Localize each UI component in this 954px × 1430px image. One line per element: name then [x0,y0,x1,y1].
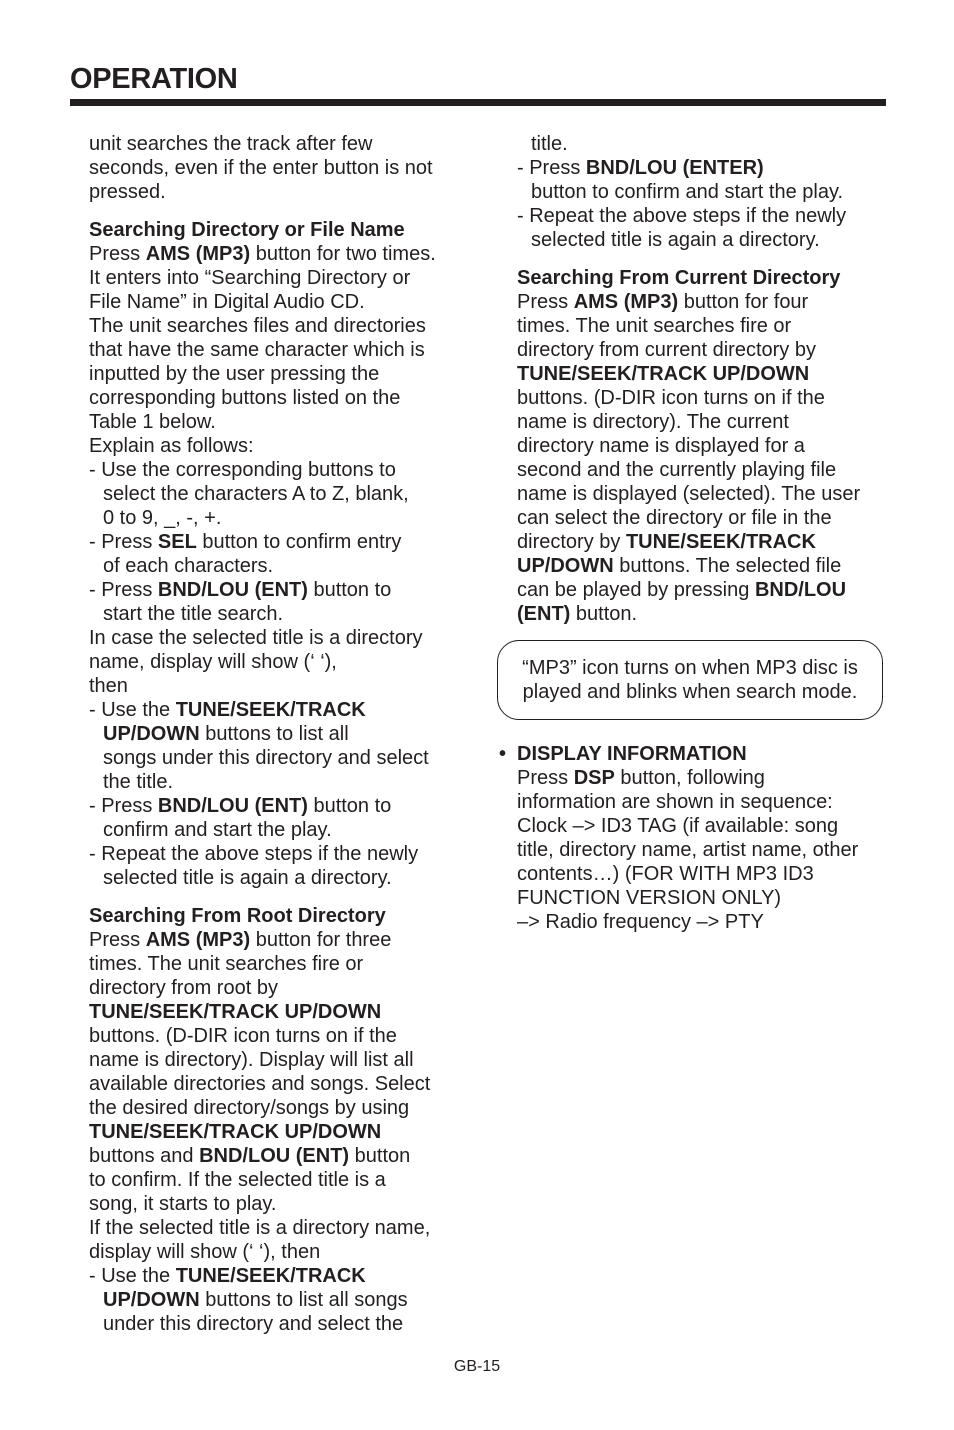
bold-text: Searching Directory or File Name [89,219,405,241]
text-line [517,554,897,578]
text-run: - Use the corresponding buttons to [89,459,396,481]
text-line [89,1216,469,1240]
text-line [517,410,897,434]
text-line [89,1264,469,1288]
text-line [89,650,469,674]
text-run: Clock –> ID3 TAG (if available: song [517,815,839,837]
text-line [517,132,897,156]
text-run: buttons. (D-DIR icon turns on if the [89,1025,397,1047]
text-line [89,904,469,928]
text-line [89,626,469,650]
text-run: button for three [250,929,392,951]
text-line [517,290,897,314]
text-run: - Press [517,157,586,179]
text-line [89,1168,469,1192]
text-run: can select the directory or file in the [517,507,832,529]
text-run: song, it starts to play. [89,1193,277,1215]
display-information-section [517,742,897,934]
text-line [517,530,897,554]
text-line [517,790,897,814]
text-line [89,180,469,204]
text-run: pressed. [89,181,166,203]
bold-text: UP/DOWN [517,555,614,577]
text-line [517,156,897,180]
text-line [517,910,897,934]
text-run: start the title search. [103,603,284,625]
text-run: the desired directory/songs by using [89,1097,410,1119]
paragraph-gap [517,252,897,266]
bold-text: UP/DOWN [103,723,200,745]
text-line [517,314,897,338]
text-line [89,770,469,794]
text-line [89,842,469,866]
text-run: then [89,675,128,697]
text-line [517,506,897,530]
text-run: button to confirm and start the play. [531,181,844,203]
text-run: information are shown in sequence: [517,791,833,813]
text-run: - Repeat the above steps if the newly [89,843,419,865]
text-line [89,1288,469,1312]
bold-text: BND/LOU (ENT) [157,795,308,817]
text-run: button. [570,603,638,625]
text-run: button to confirm entry [196,531,402,553]
bold-text: TUNE/SEEK/TRACK [175,1265,366,1287]
bold-text: SEL [157,531,197,553]
bold-text: AMS (MP3) [145,243,251,265]
text-run: directory by [517,531,626,553]
text-line [89,1240,469,1264]
text-line [89,482,469,506]
text-run: Press [517,291,574,313]
text-run: - Press [89,795,158,817]
text-line [89,1048,469,1072]
text-line [517,578,897,602]
text-run: button for two times. [250,243,436,265]
bullet-icon: • [499,743,507,765]
bold-text: Searching From Current Directory [517,267,841,289]
text-line [89,132,469,156]
bold-text: BND/LOU (ENT) [157,579,308,601]
text-run: directory from root by [89,977,278,999]
text-line [89,410,469,434]
text-run: the title. [103,771,174,793]
text-run: –> Radio frequency –> PTY [517,911,764,933]
text-run: buttons. (D-DIR icon turns on if the [517,387,825,409]
text-run: selected title is again a directory. [103,867,392,889]
text-line [89,554,469,578]
text-run: times. The unit searches fire or [517,315,792,337]
text-line [89,674,469,698]
text-run: buttons to list all [199,723,349,745]
text-line [89,218,469,242]
text-run: Table 1 below. [89,411,216,433]
text-line [89,1072,469,1096]
text-line [517,386,897,410]
text-run: unit searches the track after few [89,133,373,155]
text-run: title. [531,133,568,155]
text-line [89,266,469,290]
text-line [89,314,469,338]
text-line [517,338,897,362]
text-run: The unit searches files and directories [89,315,426,337]
bold-text: BND/LOU [754,579,847,601]
text-run: Press [89,243,146,265]
text-line [89,1000,469,1024]
text-run: select the characters A to Z, blank, [103,483,409,505]
text-run: seconds, even if the enter button is not [89,157,433,179]
text-run: buttons to list all songs [199,1289,408,1311]
text-run: Press [89,929,146,951]
bold-text: Searching From Root Directory [89,905,386,927]
text-line [89,290,469,314]
text-line [89,794,469,818]
text-run: - Press [89,579,158,601]
text-line [89,578,469,602]
bold-text: TUNE/SEEK/TRACK UP/DOWN [89,1121,382,1143]
text-line [517,742,897,766]
text-line [89,746,469,770]
bold-text: TUNE/SEEK/TRACK UP/DOWN [517,363,810,385]
bold-text: UP/DOWN [103,1289,200,1311]
text-line [89,1192,469,1216]
text-line [517,886,897,910]
bold-text: (ENT) [517,603,571,625]
text-line [89,1144,469,1168]
text-run: can be played by pressing [517,579,755,601]
text-line [517,180,897,204]
text-run: that have the same character which is [89,339,425,361]
text-line [89,1024,469,1048]
text-line [517,814,897,838]
text-run: of each characters. [103,555,274,577]
text-run: button [349,1145,411,1167]
text-line [517,838,897,862]
text-run: to confirm. If the selected title is a [89,1169,386,1191]
page-header [70,62,886,96]
bold-text: BND/LOU (ENTER) [585,157,764,179]
text-run: name is displayed (selected). The user [517,483,861,505]
text-run: corresponding buttons listed on the [89,387,401,409]
text-run: directory from current directory by [517,339,816,361]
text-run: contents…) (FOR WITH MP3 ID3 [517,863,814,885]
text-run: available directories and songs. Select [89,1073,431,1095]
text-run: buttons. The selected file [613,555,842,577]
bold-text: TUNE/SEEK/TRACK UP/DOWN [89,1001,382,1023]
bold-text: TUNE/SEEK/TRACK [175,699,366,721]
page-title: OPERATION [70,63,238,95]
text-line [517,228,897,252]
text-run: button for four [678,291,809,313]
text-line [89,338,469,362]
bold-text: AMS (MP3) [573,291,679,313]
paragraph-gap [89,890,469,904]
text-run: directory name is displayed for a [517,435,805,457]
text-run: - Press [89,531,158,553]
text-line [517,458,897,482]
mp3-note-box [497,640,883,720]
text-run: second and the currently playing file [517,459,837,481]
text-line [517,602,897,626]
text-line [89,434,469,458]
text-line [89,928,469,952]
note-line: “MP3” icon turns on when MP3 disc is [522,657,858,679]
text-run: - Use the [89,699,176,721]
bold-text: AMS (MP3) [145,929,251,951]
text-line [517,266,897,290]
text-line [89,1096,469,1120]
text-run: button to [307,579,392,601]
text-line [89,866,469,890]
text-line [89,602,469,626]
text-line [89,530,469,554]
text-line [517,482,897,506]
text-run: If the selected title is a directory name, [89,1217,431,1239]
text-run: selected title is again a directory. [531,229,820,251]
text-run: button to [307,795,392,817]
text-run: 0 to 9, _, -, +. [103,507,222,529]
text-run: inputted by the user pressing the [89,363,380,385]
text-run: It enters into “Searching Directory or [89,267,411,289]
text-line [89,386,469,410]
text-line [89,458,469,482]
text-run: name is directory). Display will list all [89,1049,414,1071]
text-run: name, display will show (‘ ‘), [89,651,337,673]
text-run: - Use the [89,1265,176,1287]
text-run: songs under this directory and select [103,747,429,769]
text-run: FUNCTION VERSION ONLY) [517,887,782,909]
text-line [89,952,469,976]
bold-text: DSP [573,767,615,789]
text-line [89,242,469,266]
paragraph-gap [89,204,469,218]
text-line [517,362,897,386]
text-line [517,766,897,790]
text-line [89,362,469,386]
header-rule [70,99,886,106]
text-run: name is directory). The current [517,411,789,433]
text-line [89,1120,469,1144]
text-line [517,204,897,228]
text-line [89,506,469,530]
page-number: GB-15 [453,1358,501,1375]
text-line [517,862,897,886]
text-line [517,434,897,458]
text-run: title, directory name, artist name, other [517,839,859,861]
left-column [89,132,469,1336]
text-line [89,156,469,180]
text-run: - Repeat the above steps if the newly [517,205,847,227]
text-run: In case the selected title is a directory [89,627,423,649]
text-run: display will show (‘ ‘), then [89,1241,321,1263]
text-run: confirm and start the play. [103,819,332,841]
text-run: button, following [614,767,765,789]
text-run: File Name” in Digital Audio CD. [89,291,365,313]
text-run: buttons and [89,1145,200,1167]
bold-text: DISPLAY INFORMATION [517,743,747,765]
note-line: played and blinks when search mode. [522,681,858,703]
right-column [517,132,897,626]
text-line [89,1312,469,1336]
text-line [89,722,469,746]
text-run: times. The unit searches fire or [89,953,364,975]
text-line [89,976,469,1000]
text-run: under this directory and select the [103,1313,404,1335]
text-run: Press [517,767,574,789]
text-line [89,818,469,842]
text-line [89,698,469,722]
bold-text: BND/LOU (ENT) [199,1145,350,1167]
text-run: Explain as follows: [89,435,254,457]
bold-text: TUNE/SEEK/TRACK [625,531,816,553]
